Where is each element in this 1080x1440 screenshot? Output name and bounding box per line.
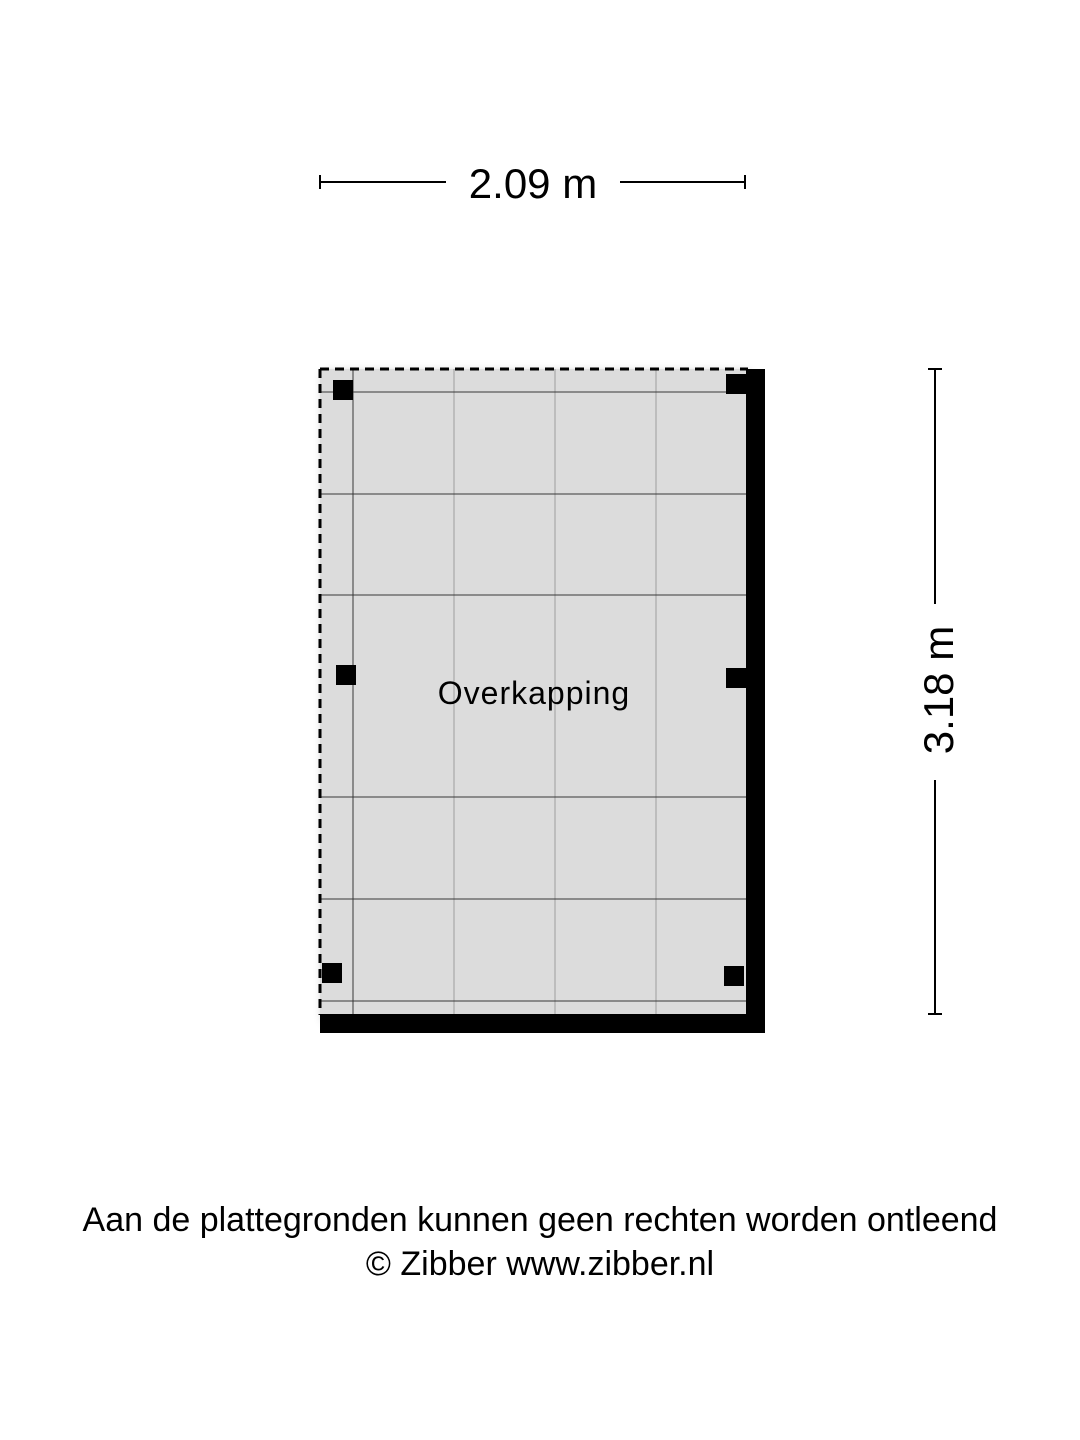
wall-bottom bbox=[320, 1014, 765, 1033]
post-middle-left bbox=[336, 665, 356, 685]
post-middle-right bbox=[726, 668, 746, 688]
height-label: 3.18 m bbox=[915, 625, 962, 755]
room-label: Overkapping bbox=[437, 675, 631, 711]
height-dimension bbox=[915, 369, 962, 1014]
post-top-left bbox=[333, 380, 353, 400]
disclaimer-text: Aan de plattegronden kunnen geen rechten worden ontleend bbox=[82, 1201, 998, 1239]
room-overkapping bbox=[320, 369, 765, 1033]
copyright-text: © Zibber www.zibber.nl bbox=[365, 1245, 715, 1283]
width-dimension bbox=[320, 160, 745, 207]
post-bottom-right bbox=[724, 966, 744, 986]
post-top-right bbox=[726, 374, 746, 394]
width-label: 2.09 m bbox=[468, 160, 598, 207]
wall-right bbox=[746, 369, 765, 1033]
post-bottom-left bbox=[322, 963, 342, 983]
